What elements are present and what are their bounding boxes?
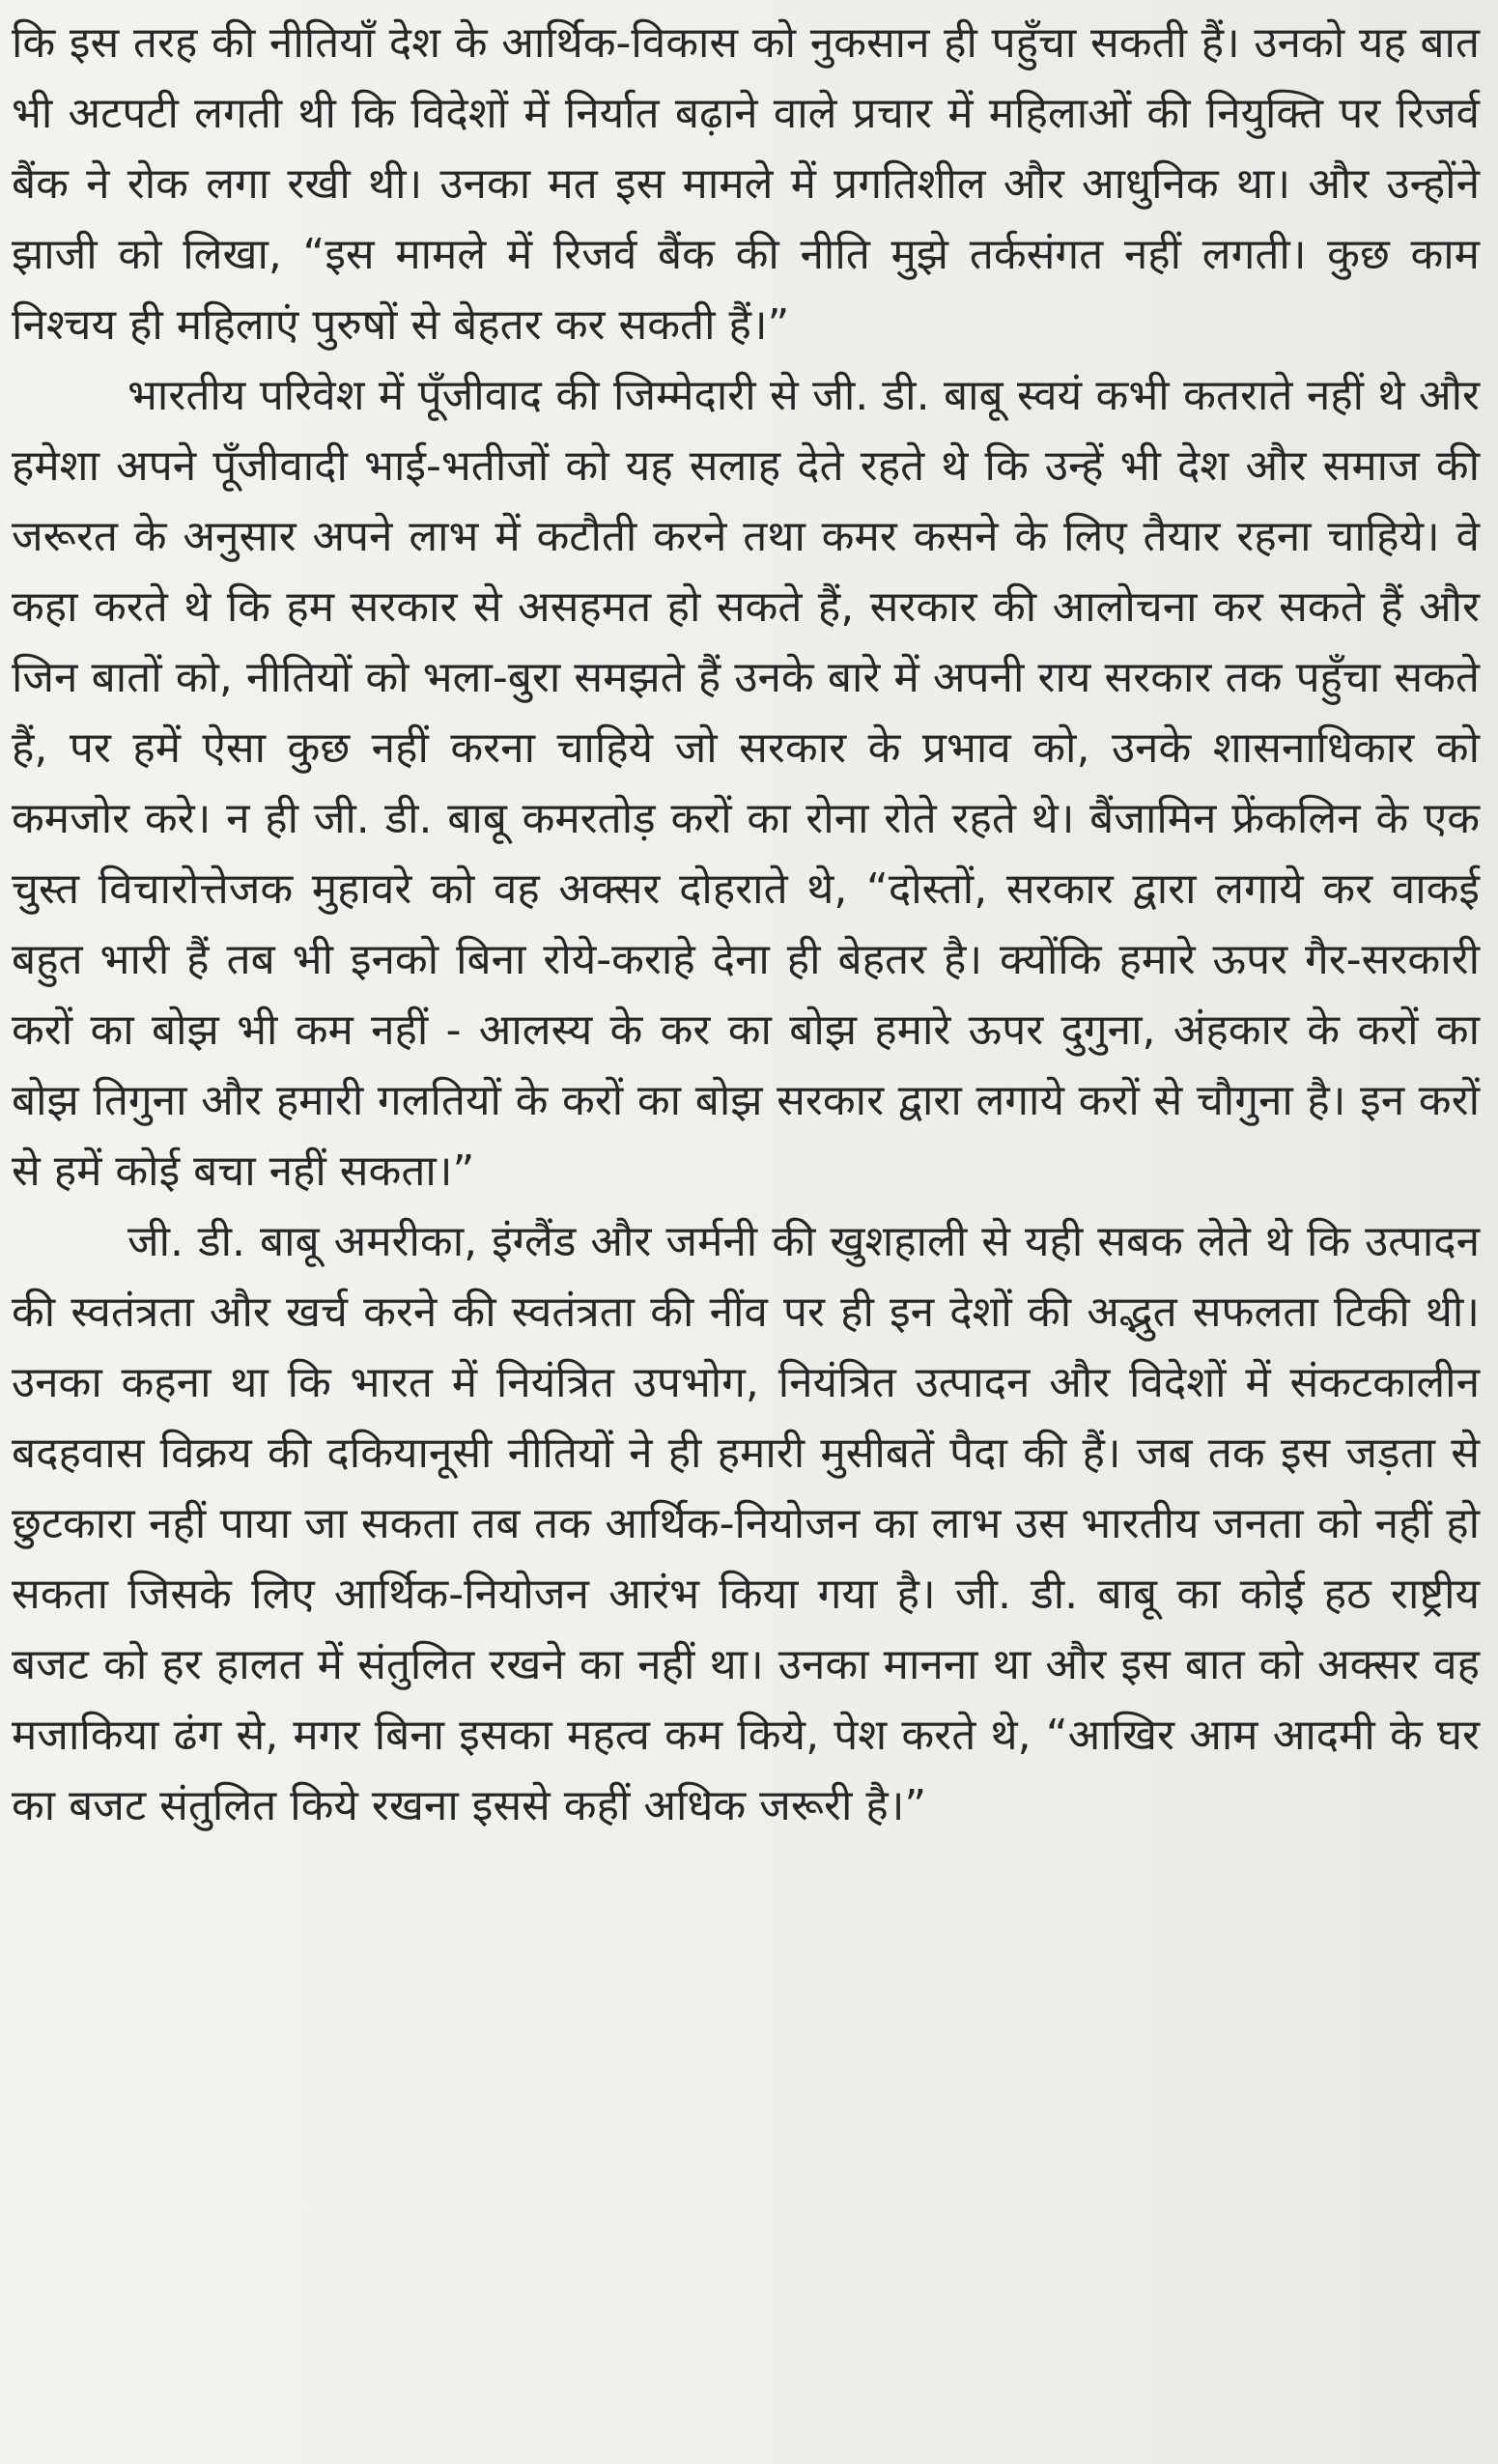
paragraph-3: जी. डी. बाबू अमरीका, इंग्लैंड और जर्मनी की खुशहाली से यही सबक लेते थे कि उत्पादन की स्वतंत्रता और खर्च करने की स्वतंत्रता की नींव पर ही इन देशों की अद्भुत सफलता टिकी थी। उनका कहना था कि भारत में नियंत्रित उपभोग, नियंत्रित उत्पादन और विदेशों में संकटकालीन बदहवास विक्रय की दकियानूसी नीतियों ने ही हमारी मुसीबतें पैदा की हैं। जब तक इस जड़ता से छुटकारा नहीं पाया जा सकता तब तक आर्थिक-नियोजन का लाभ उस भारतीय जनता को नहीं हो सकता जिसके लिए आर्थिक-नियोजन आरंभ किया गया है। जी. डी. बाबू का कोई हठ राष्ट्रीय बजट को हर हालत में संतुलित रखने का नहीं था। उनका मानना था और इस बात को अक्सर वह मजाकिया ढंग से, मगर बिना इसका महत्व कम किये, पेश करते थे, “आखिर आम आदमी के घर का बजट संतुलित किये रखना इससे कहीं अधिक जरूरी है।”: [12, 1217, 1480, 1830]
body-text: [12, 8, 1480, 1841]
paragraph-2: भारतीय परिवेश में पूँजीवाद की जिम्मेदारी से जी. डी. बाबू स्वयं कभी कतराते नहीं थे और हमेशा अपने पूँजीवादी भाई-भतीजों को यह सलाह देते रहते थे कि उन्हें भी देश और समाज की जरूरत के अनुसार अपने लाभ में कटौती करने तथा कमर कसने के लिए तैयार रहना चाहिये। वे कहा करते थे कि हम सरकार से असहमत हो सकते हैं, सरकार की आलोचना कर सकते हैं और जिन बातों को, नीतियों को भला-बुरा समझते हैं उनके बारे में अपनी राय सरकार तक पहुँचा सकते हैं, पर हमें ऐसा कुछ नहीं करना चाहिये जो सरकार के प्रभाव को, उनके शासनाधिकार को कमजोर करे। न ही जी. डी. बाबू कमरतोड़ करों का रोना रोते रहते थे। बैंजामिन फ्रेंकलिन के एक चुस्त विचारोत्तेजक मुहावरे को वह अक्सर दोहराते थे, “दोस्तों, सरकार द्वारा लगाये कर वाकई बहुत भारी हैं तब भी इनको बिना रोये-कराहे देना ही बेहतर है। क्योंकि हमारे ऊपर गैर-सरकारी करों का बोझ भी कम नहीं - आलस्य के कर का बोझ हमारे ऊपर दुगुना, अंहकार के करों का बोझ तिगुना और हमारी गलतियों के करों का बोझ सरकार द्वारा लगाये करों से चौगुना है। इन करों से हमें कोई बचा नहीं सकता।”: [12, 371, 1480, 1196]
paragraph-1: कि इस तरह की नीतियाँ देश के आर्थिक-विकास को नुकसान ही पहुँचा सकती हैं। उनको यह बात भी अटपटी लगती थी कि विदेशों में निर्यात बढ़ाने वाले प्रचार में महिलाओं की नियुक्ति पर रिजर्व बैंक ने रोक लगा रखी थी। उनका मत इस मामले में प्रगतिशील और आधुनिक था। और उन्होंने झाजी को लिखा, “इस मामले में रिजर्व बैंक की नीति मुझे तर्कसंगत नहीं लगती। कुछ काम निश्चय ही महिलाएं पुरुषों से बेहतर कर सकती हैं।”: [12, 18, 1480, 350]
